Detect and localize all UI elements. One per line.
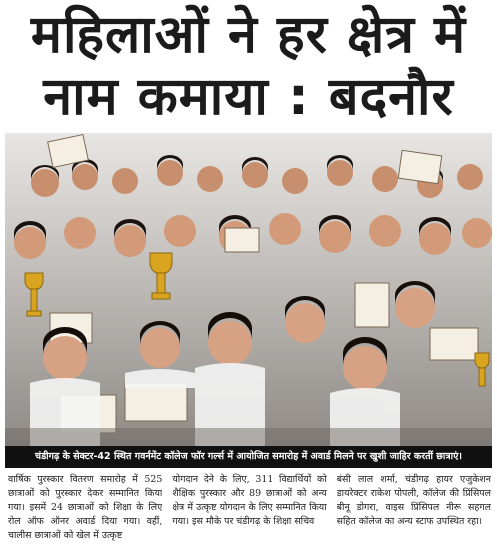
article-column-1 — [8, 473, 162, 547]
article-column-1-text: वार्षिक पुरस्कार वितरण समारोह में 525 छात्राओं को पुरस्कार देकर सम्मानित किया गया। इसमें 24 छात्राओं को शिक्षा के लिए रोल ऑफ ऑनर अवार्ड दिया गया। वहीं, चालीस छात्राओं को खेल में उत्कृष्ट — [8, 474, 163, 541]
photo-illustration — [5, 133, 492, 446]
article-column-2-text: योगदान देने के लिए, 311 विद्यार्थियों को शैक्षिक पुरस्कार और 89 छात्राओं को अन्य क्षेत्र में उत्कृष्ट योगदान के लिए सम्मानित किया गया। इस मौके पर चंडीगढ़ के शिक्षा सचिव — [172, 474, 327, 527]
headline-line-2: नाम कमाया : बदनौर — [43, 67, 454, 127]
article-column-3 — [337, 473, 491, 547]
article-body — [8, 473, 491, 547]
news-photo — [5, 133, 492, 446]
article-column-2 — [172, 473, 326, 547]
headline-line-1: महिलाओं ने हर क्षेत्र में — [30, 5, 467, 65]
photo-caption: चंडीगढ़ के सेक्टर-42 स्थित गवर्नमेंट कॉलेज फॉर गर्ल्स में आयोजित समारोह में अवार्ड मिलने पर खुशी जाहिर करतीं छात्राएं। — [5, 446, 492, 468]
article-column-3-text: बंसी लाल शर्मा, चंडीगढ़ हायर एजुकेशन डायरेक्टर राकेश पोपली, कॉलेज की प्रिंसिपल बीनू डोगरा, वाइस प्रिंसिपल नीरू सहगल सहित कॉलेज का अन्य स्टाफ उपस्थित रहा। — [336, 474, 491, 527]
